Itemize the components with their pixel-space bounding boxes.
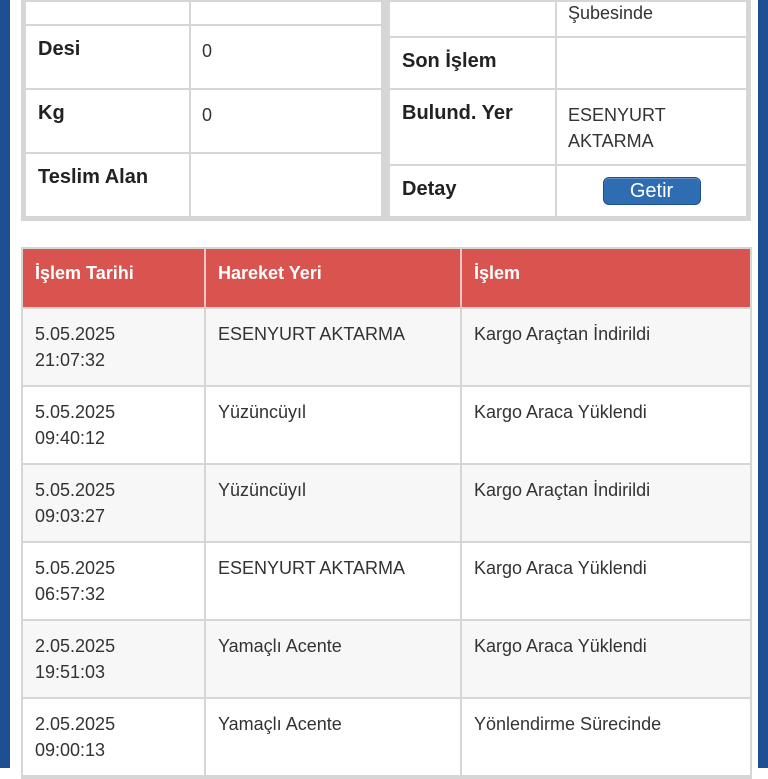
desi-label: Desi [25,25,190,89]
info-row-son-islem [389,37,747,89]
bulund-yer-label: Bulund. Yer [389,89,556,165]
row-place: Yamaçlı Acente [205,698,461,776]
kg-label: Kg [25,89,190,153]
row-time: 09:40:12 [35,428,106,448]
info-row-desi [25,25,382,89]
desi-value: 0 [190,25,382,89]
info-row-top [25,1,382,25]
row-date-cell [23,464,205,542]
row-time: 19:51:03 [35,662,106,682]
son-islem-value [556,37,747,89]
row-date-cell [23,542,205,620]
row-date: 5.05.2025 [35,324,116,344]
right-frame-border [758,0,768,768]
movements-header-row [23,249,750,308]
row-place: Yamaçlı Acente [205,620,461,698]
info-row-teslim-alan [25,153,382,217]
row-action: Kargo Araçtan İndirildi [461,308,750,386]
kg-value: 0 [190,89,382,153]
teslim-alan-value [190,153,382,217]
info-value-top [190,1,382,25]
shipment-info-left [21,0,386,221]
row-action: Kargo Araçtan İndirildi [461,464,750,542]
row-action: Kargo Araca Yüklendi [461,386,750,464]
info-row-bulund-yer [389,89,747,165]
row-action: Kargo Araca Yüklendi [461,620,750,698]
teslim-alan-label: Teslim Alan [25,153,190,217]
row-date: 5.05.2025 [35,558,116,578]
bulund-yer-value-line2: AKTARMA [568,131,654,151]
son-islem-label: Son İşlem [389,37,556,89]
row-time: 09:03:27 [35,506,106,526]
row-date: 2.05.2025 [35,636,116,656]
status-value: Şubesinde [556,1,747,37]
row-action: Kargo Araca Yüklendi [461,542,750,620]
row-time: 09:00:13 [35,740,106,760]
row-date: 5.05.2025 [35,480,116,500]
left-frame-border [0,0,10,768]
header-islem[interactable]: İşlem [461,249,750,308]
info-label-top [25,1,190,25]
row-time: 06:57:32 [35,584,106,604]
row-action: Yönlendirme Sürecinde [461,698,750,776]
detay-value [556,165,747,217]
shipment-info-left-table [24,0,383,218]
table-row [23,620,750,698]
getir-button[interactable]: Getir [603,177,701,205]
row-date-cell [23,308,205,386]
info-row-status [389,1,747,37]
header-islem-tarihi[interactable]: İşlem Tarihi [23,249,205,308]
row-date-cell [23,386,205,464]
row-date: 2.05.2025 [35,714,116,734]
header-hareket-yeri[interactable]: Hareket Yeri [205,249,461,308]
bulund-yer-value-line1: ESENYURT [568,105,666,125]
shipment-info-right-table [388,0,748,218]
info-row-detay [389,165,747,217]
movements-table [23,249,750,777]
table-row [23,308,750,386]
bulund-yer-value [556,89,747,165]
row-place: ESENYURT AKTARMA [205,308,461,386]
row-date: 5.05.2025 [35,402,116,422]
table-row [23,464,750,542]
row-date-cell [23,620,205,698]
table-row [23,542,750,620]
info-row-kg [25,89,382,153]
row-place: Yüzüncüyıl [205,386,461,464]
row-time: 21:07:32 [35,350,106,370]
table-row [23,386,750,464]
status-label [389,1,556,37]
shipment-info-right [385,0,751,221]
row-place: ESENYURT AKTARMA [205,542,461,620]
row-place: Yüzüncüyıl [205,464,461,542]
detay-label: Detay [389,165,556,217]
table-row [23,698,750,776]
movements-table-container [21,247,752,779]
row-date-cell [23,698,205,776]
